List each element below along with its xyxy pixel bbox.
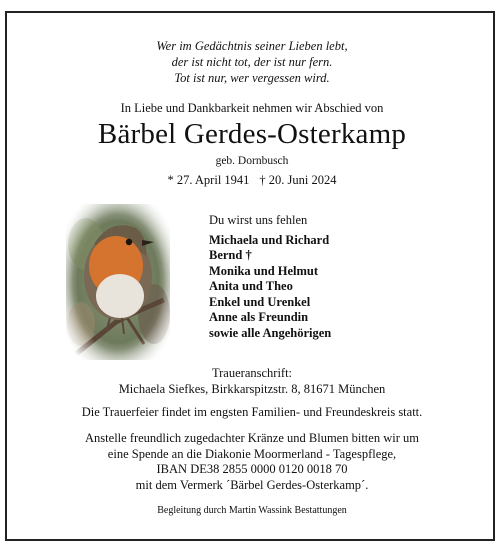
life-dates (0, 173, 504, 188)
death-date: † 20. Juni 2024 (259, 173, 337, 187)
donation-request (0, 431, 504, 493)
donation-iban: IBAN DE38 2855 0000 0120 0018 70 (156, 462, 348, 476)
deceased-name: Bärbel Gerdes-Osterkamp (97, 118, 407, 150)
farewell-intro: In Liebe und Dankbarkeit nehmen wir Abschied von (120, 101, 384, 115)
mourner-2: Bernd † (209, 248, 252, 262)
birth-date: * 27. April 1941 (167, 173, 250, 187)
donation-line-1: Anstelle freundlich zugedachter Kränze und Blumen bitten wir um (85, 431, 419, 445)
mourner-7: sowie alle Angehörigen (209, 325, 332, 340)
address-value: Michaela Siefkes, Birkkarspitzstr. 8, 81671 München (118, 381, 386, 396)
miss-you-line: Du wirst uns fehlen (209, 213, 308, 227)
mourning-address (0, 366, 504, 397)
mourner-1: Michaela und Richard (209, 232, 330, 247)
memorial-poem (0, 38, 504, 86)
robin-bird-icon (66, 204, 170, 360)
poem-line-2: der ist nicht tot, der ist nur fern. (171, 55, 333, 69)
mourner-3: Monika und Helmut (209, 263, 319, 278)
mourners-list (209, 213, 331, 341)
mourner-4: Anita und Theo (209, 279, 293, 293)
donation-line-2: eine Spende an die Diakonie Moormerland - Tagespflege, (107, 446, 397, 461)
donation-line-4: mit dem Vermerk ´Bärbel Gerdes-Osterkamp´. (135, 477, 369, 492)
mourner-5: Enkel und Urenkel (209, 294, 311, 309)
funeral-note: Die Trauerfeier findet im engsten Familien- und Freundeskreis statt. (81, 405, 423, 419)
robin-photo (66, 204, 170, 360)
poem-line-3: Tot ist nur, wer vergessen wird. (174, 71, 330, 85)
address-label: Traueranschrift: (211, 366, 293, 380)
poem-line-1: Wer im Gedächtnis seiner Lieben lebt, (156, 39, 348, 53)
maiden-name: geb. Dornbusch (215, 155, 289, 167)
mourner-6: Anne als Freundin (209, 310, 309, 324)
funeral-home-credit: Begleitung durch Martin Wassink Bestattungen (157, 505, 347, 516)
